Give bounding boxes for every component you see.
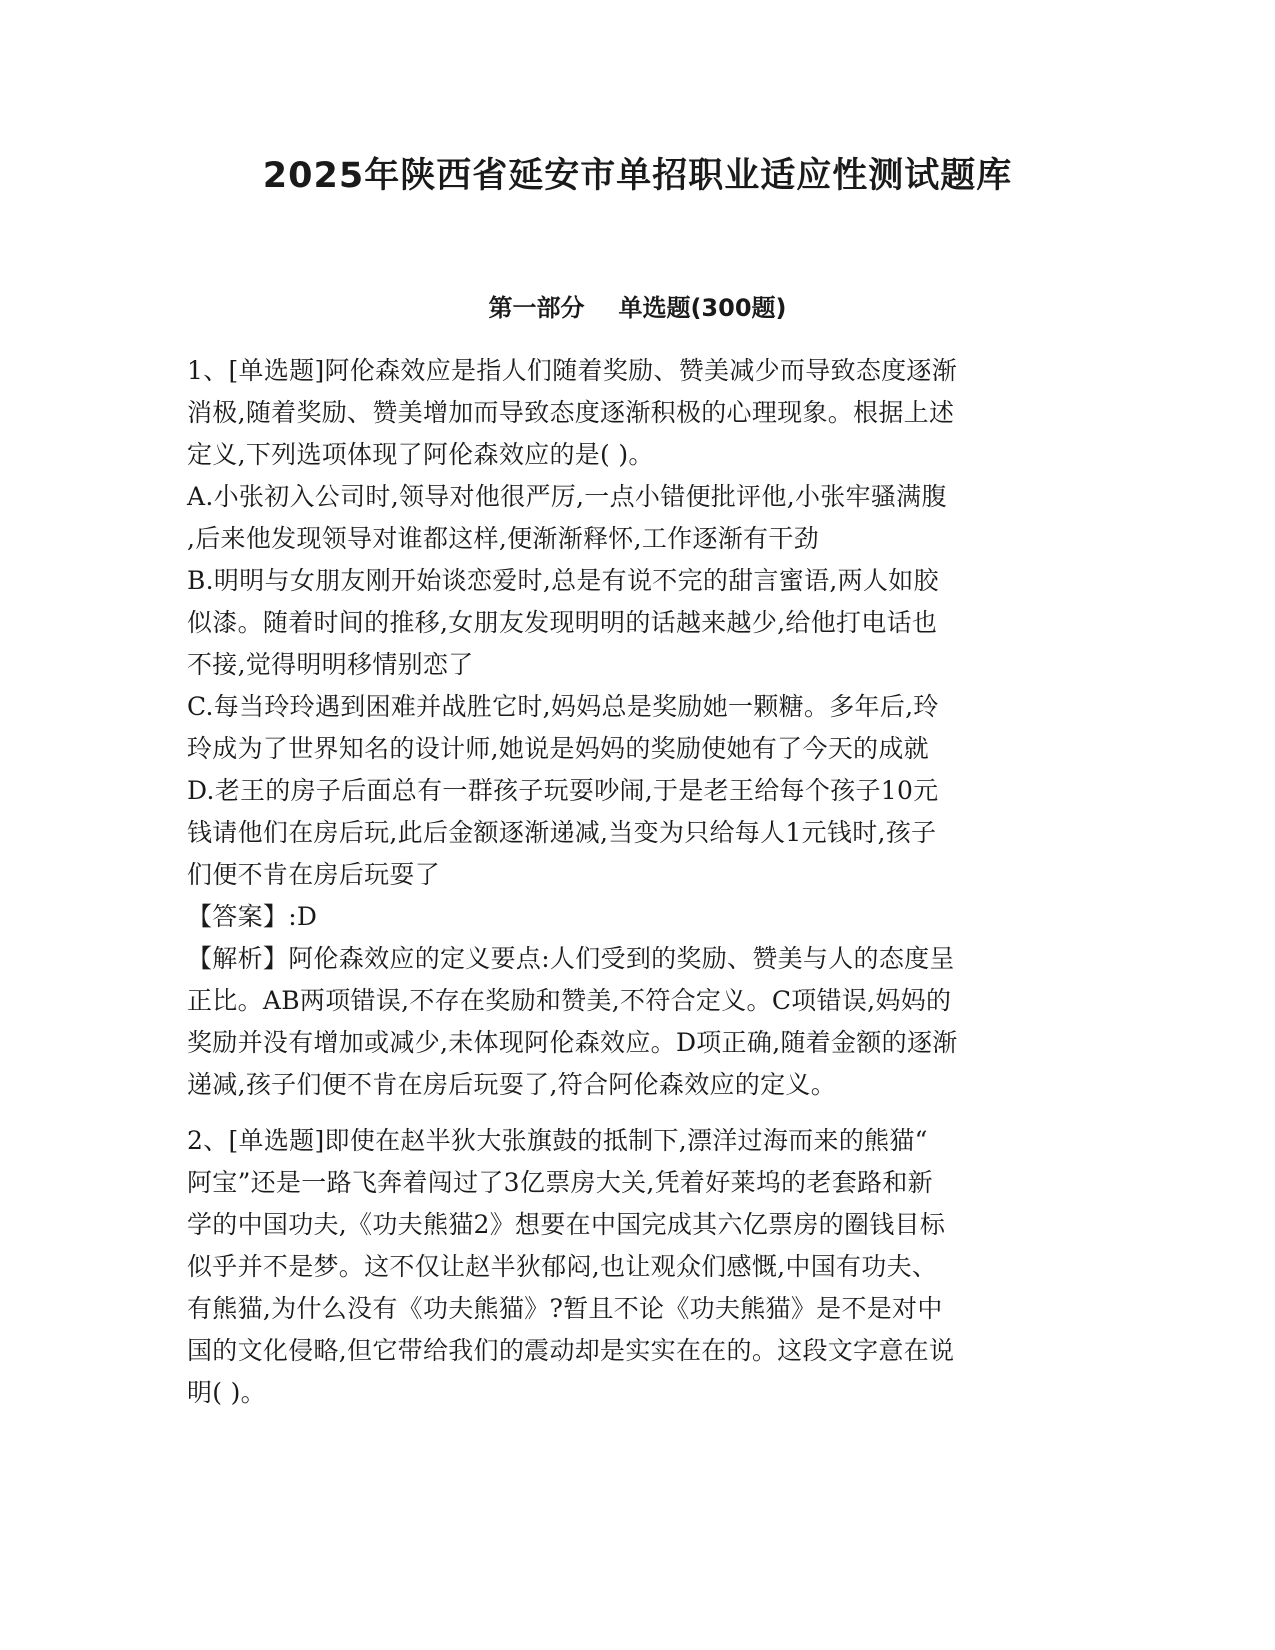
section-part: 第一部分 [488,294,585,322]
explanation-line: 正比。AB两项错误,不存在奖励和赞美,不符合定义。C项错误,妈妈的 [187,986,952,1015]
option-d-line: 钱请他们在房后玩,此后金额逐渐递减,当变为只给每人1元钱时,孩子 [187,818,937,847]
question-2-line: 2、[单选题]即使在赵半狄大张旗鼓的抵制下,漂洋过海而来的熊猫“ [187,1126,928,1155]
section-title [0,288,1275,323]
question-2-line: 有熊猫,为什么没有《功夫熊猫》?暂且不论《功夫熊猫》是不是对中 [187,1294,943,1323]
option-d-line: D.老王的房子后面总有一群孩子玩耍吵闹,于是老王给每个孩子10元 [187,776,939,805]
question-2-line: 似乎并不是梦。这不仅让赵半狄郁闷,也让观众们感慨,中国有功夫、 [187,1252,938,1281]
document-title: 2025年陕西省延安市单招职业适应性测试题库 [262,156,1013,196]
option-b-line: 似漆。随着时间的推移,女朋友发现明明的话越来越少,给他打电话也 [187,608,938,637]
option-a-line: A.小张初入公司时,领导对他很严厉,一点小错便批评他,小张牢骚满腹 [187,482,947,511]
question-2-line: 明( )。 [187,1378,266,1407]
question-2-line: 学的中国功夫,《功夫熊猫2》想要在中国完成其六亿票房的圈钱目标 [187,1210,946,1239]
question-2 [187,1120,1087,1414]
explanation-line: 【解析】阿伦森效应的定义要点:人们受到的奖励、赞美与人的态度呈 [187,944,955,973]
option-b-line: B.明明与女朋友刚开始谈恋爱时,总是有说不完的甜言蜜语,两人如胶 [187,566,939,595]
question-1-line: 消极,随着奖励、赞美增加而导致态度逐渐积极的心理现象。根据上述 [187,398,955,427]
option-c-line: 玲成为了世界知名的设计师,她说是妈妈的奖励使她有了今天的成就 [187,734,929,763]
option-b-line: 不接,觉得明明移情别恋了 [187,650,474,679]
explanation-line: 奖励并没有增加或减少,未体现阿伦森效应。D项正确,随着金额的逐渐 [187,1028,958,1057]
question-2-line: 国的文化侵略,但它带给我们的震动却是实实在在的。这段文字意在说 [187,1336,955,1365]
option-a-line: ,后来他发现领导对谁都这样,便渐渐释怀,工作逐渐有干劲 [187,524,819,553]
section-name: 单选题(300题) [618,294,787,322]
option-d-line: 们便不肯在房后玩耍了 [187,860,441,889]
question-1 [187,350,1087,1106]
question-1-line: 1、[单选题]阿伦森效应是指人们随着奖励、赞美减少而导致态度逐渐 [187,356,958,385]
question-1-line: 定义,下列选项体现了阿伦森效应的是( )。 [187,440,654,469]
question-2-line: 阿宝”还是一路飞奔着闯过了3亿票房大关,凭着好莱坞的老套路和新 [187,1168,933,1197]
option-c-line: C.每当玲玲遇到困难并战胜它时,妈妈总是奖励她一颗糖。多年后,玲 [187,692,939,721]
explanation-line: 递减,孩子们便不肯在房后玩耍了,符合阿伦森效应的定义。 [187,1070,836,1099]
answer-line: 【答案】:D [187,902,318,931]
